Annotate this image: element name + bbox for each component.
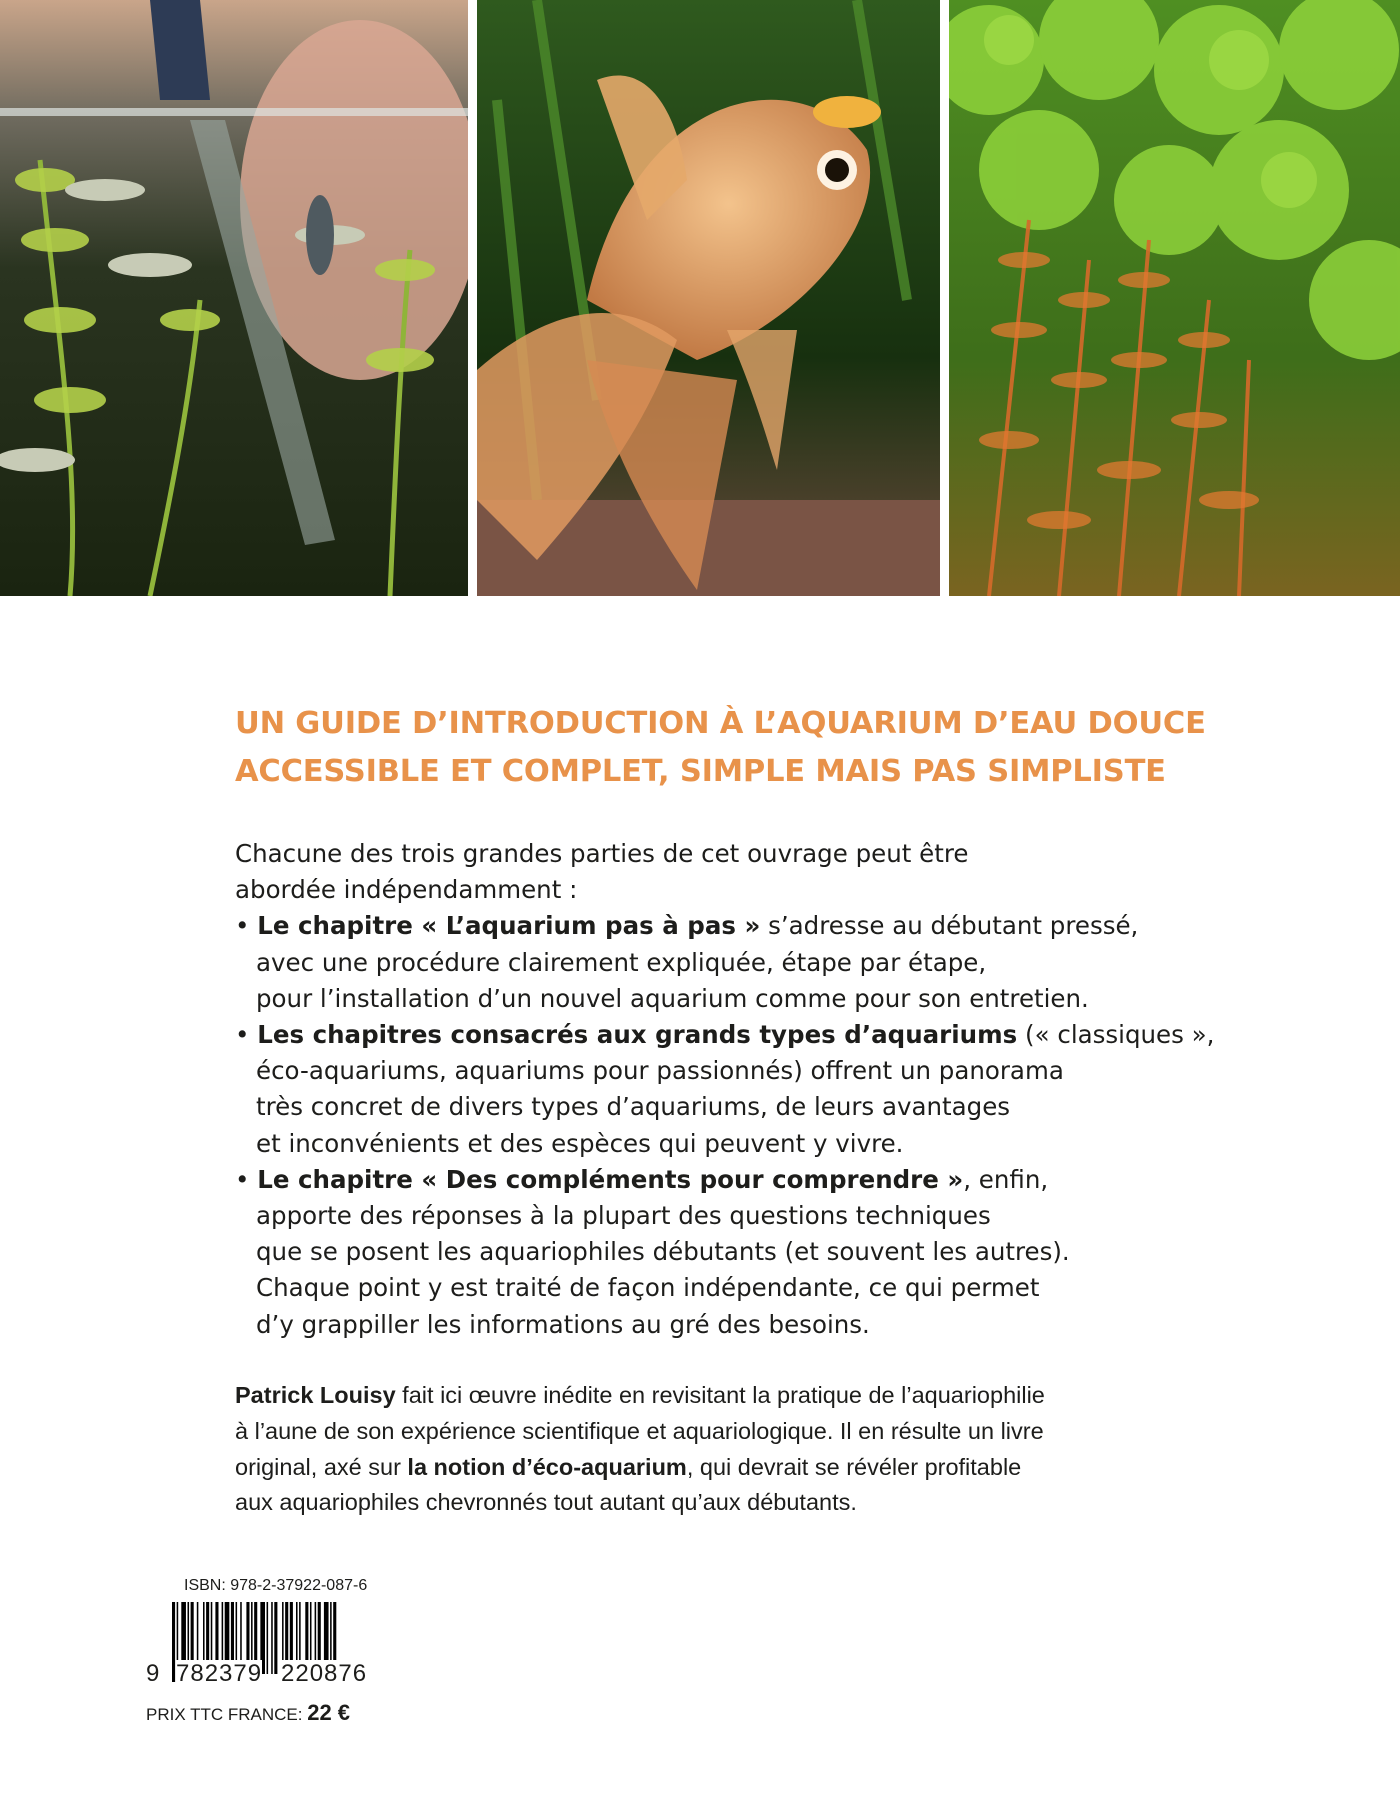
intro-line-2: abordée indépendamment : [235, 875, 578, 905]
bullet-3-line: que se posent les aquariophiles débutants (et souvent les autres). [256, 1237, 1070, 1267]
headline [235, 700, 1235, 796]
bullet-1-line: pour l’installation d’un nouvel aquarium comme pour son entretien. [256, 983, 1089, 1013]
author-line-3-end: , qui devrait se révéler profitable [686, 1453, 1022, 1480]
barcode-digits [146, 1660, 396, 1690]
author-line-3-start: original, axé sur [235, 1453, 408, 1480]
bullet-3-line: apporte des réponses à la plupart des questions techniques [256, 1201, 991, 1231]
intro-line-1: Chacune des trois grandes parties de cet ouvrage peut être [235, 839, 969, 868]
bullet-3-line: Chaque point y est traité de façon indépendante, ce qui permet [256, 1273, 1040, 1303]
bullet-2-line: très concret de divers types d’aquariums, de leurs avantages [256, 1092, 1011, 1122]
isbn-label: ISBN: 978-2-37922-087-6 [184, 1577, 368, 1594]
bullet-3-line: d’y grappiller les informations au gré des besoins. [256, 1309, 870, 1339]
bullet-marker: • [235, 911, 250, 941]
goldfish-photo [477, 0, 940, 596]
bullet-1-first-line [235, 908, 1235, 944]
bullet-1-rest: s’adresse au débutant pressé, [760, 911, 1139, 941]
guppies-aquarium-maintenance-photo [0, 0, 468, 596]
author-line-1 [235, 1378, 1235, 1414]
bullet-1-bold: Le chapitre « L’aquarium pas à pas » [257, 911, 761, 941]
bullet-3-rest: , enfin, [963, 1164, 1049, 1194]
author-line-2: à l’aune de son expérience scientifique et aquariologique. Il en résulte un livre [235, 1417, 1044, 1444]
bullet-2-bold: Les chapitres consacrés aux grands types d’aquariums [257, 1020, 1018, 1050]
bullet-3-bold: Le chapitre « Des compléments pour comprendre » [257, 1164, 964, 1194]
bullet-1-line: avec une procédure clairement expliquée, étape par étape, [256, 947, 987, 977]
price [146, 1700, 350, 1726]
bullet-2-rest: (« classiques », [1017, 1020, 1215, 1050]
bullet-2-line: et inconvénients et des espèces qui peuvent y vivre. [256, 1128, 904, 1158]
barcode-digits-right: 220876 [281, 1660, 368, 1687]
author-line-1-rest: fait ici œuvre inédite en revisitant la pratique de l’aquariophilie [395, 1382, 1045, 1408]
bullet-marker: • [235, 1020, 250, 1050]
description [235, 836, 1235, 1343]
price-label: PRIX TTC FRANCE: [146, 1705, 308, 1724]
headline-line-2: ACCESSIBLE ET COMPLET, SIMPLE MAIS PAS SIMPLISTE [235, 754, 1166, 789]
bullet-3-first-line [235, 1162, 1235, 1198]
price-amount: 22 € [307, 1700, 351, 1725]
bullet-marker: • [235, 1164, 250, 1194]
author-line-4: aux aquariophiles chevronnés tout autant qu’aux débutants. [235, 1489, 857, 1516]
bullet-2-line: éco-aquariums, aquariums pour passionnés) offrent un panorama [256, 1056, 1064, 1086]
author-name: Patrick Louisy [235, 1382, 396, 1408]
eco-aquarium-highlight: la notion d’éco-aquarium [407, 1453, 687, 1480]
barcode-digit-first: 9 [146, 1660, 160, 1687]
bullet-2-first-line [235, 1017, 1235, 1053]
author-paragraph [235, 1378, 1235, 1521]
aquatic-plants-photo [949, 0, 1400, 596]
barcode-digits-left: 782379 [176, 1660, 263, 1687]
author-line-3 [235, 1450, 1235, 1486]
photo-strip [0, 0, 1400, 596]
headline-line-1: UN GUIDE D’INTRODUCTION À L’AQUARIUM D’EAU DOUCE [235, 706, 1206, 741]
